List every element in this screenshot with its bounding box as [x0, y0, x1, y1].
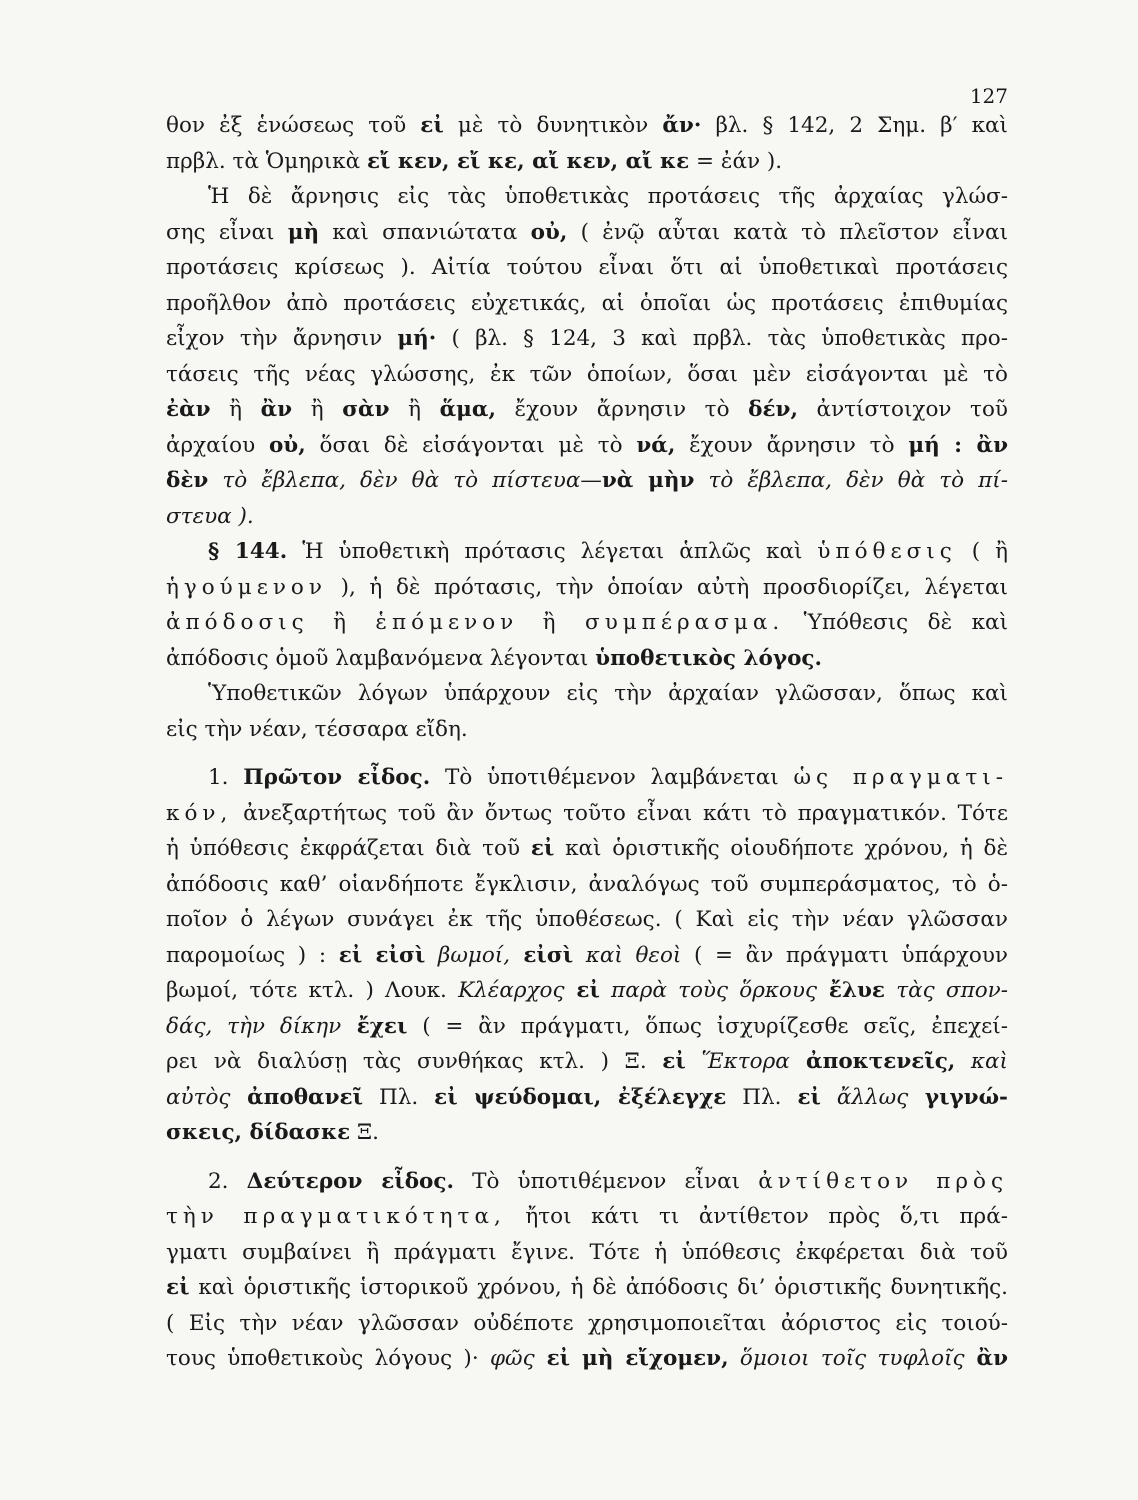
text-line: [166, 973, 1008, 1009]
italic-example: φῶς: [489, 1346, 535, 1371]
spaced-term: ἡγούμενον: [166, 574, 327, 600]
text-line: [166, 108, 1008, 144]
bold-term: οὐ,: [530, 219, 568, 245]
text-line: [166, 357, 1008, 393]
text-run: Τὸ ὑποτιθέμενον λαμβάνεται: [430, 765, 794, 790]
bold-term: γιγνώ-: [908, 1084, 1008, 1110]
text-run: ἢ: [389, 397, 440, 422]
bold-term: εἰ εἰσὶ: [338, 942, 426, 968]
text-run: ποῖον ὁ λέγων συνάγει ἐκ τῆς ὑποθέσεως. ( Καὶ εἰς τὴν νέαν γλῶσσαν: [166, 907, 1008, 932]
text-run: θον ἐξ ἑνώσεως τοῦ: [166, 113, 421, 138]
text-line: [166, 499, 1008, 535]
text-line: [166, 831, 1008, 867]
text-run: ( = ἂν πράγματι ὑπάρχουν: [681, 942, 1009, 968]
bold-term: ἔχει: [341, 1013, 408, 1039]
italic-example: τὸ ἔβλεπα, δὲν θὰ τὸ πί-: [694, 468, 1008, 493]
italic-example: καὶ θεοὶ: [573, 942, 682, 968]
bold-term: εἰ: [166, 1275, 190, 1300]
bold-term: εἰ: [662, 1049, 686, 1074]
text-run: ἀπόδοσις ὁμοῦ λαμβανόμενα λέγονται: [166, 645, 596, 671]
bold-term: οὐ,: [268, 432, 306, 458]
text-run: βωμοί, τότε κτλ. ) Λουκ.: [166, 978, 459, 1003]
text-run: ἔχουν ἄρνησιν τὸ: [495, 397, 749, 422]
text-line: [166, 1341, 1008, 1377]
text-run: Ξ.: [350, 1120, 379, 1145]
text-line: [166, 605, 1008, 641]
text-line: [166, 1044, 1008, 1080]
body-text: [166, 108, 1008, 1377]
page-number: 127: [969, 84, 1008, 108]
bold-term: νά,: [636, 432, 676, 458]
text-line: [166, 796, 1008, 832]
text-line: [166, 641, 1008, 677]
spaced-term: κόν,: [166, 800, 233, 826]
bold-term: εἰ: [564, 978, 600, 1003]
bold-term: ἂν: [260, 397, 293, 422]
bold-term: Πρῶτον εἶδος.: [243, 765, 431, 790]
text-line: [166, 1235, 1008, 1271]
text-run: ἀρχαίου: [166, 432, 269, 458]
text-line: [166, 321, 1008, 357]
text-run: ἀνεξαρτήτως τοῦ ἂν ὄντως τοῦτο εἶναι κάτι τὸ πραγματικόν. Τότε: [232, 800, 1008, 826]
text-line: [166, 534, 1008, 570]
italic-example: ἄλλως: [820, 1084, 909, 1110]
bold-term: μή : ἂν: [908, 432, 1008, 458]
text-line: [166, 250, 1008, 286]
text-line: [166, 1306, 1008, 1342]
text-run: βλ. § 142, 2 Σημ. β′ καὶ: [701, 113, 1008, 138]
text-line: [166, 1115, 1008, 1151]
text-run: Ὑποθετικῶν λόγων ὑπάρχουν εἰς τὴν ἀρχαίαν γλῶσσαν, ὅπως καὶ: [208, 681, 1008, 706]
text-run: πρβλ. τὰ Ὁμηρικὰ: [166, 148, 367, 174]
italic-example: Κλέαρχος: [458, 978, 565, 1003]
text-run: σης εἶναι: [166, 219, 288, 245]
text-run: 1.: [208, 765, 244, 790]
text-line: [166, 902, 1008, 938]
bold-term: νὰ μὴν: [601, 468, 695, 493]
text-run: ἤτοι κάτι τι ἀντίθετον πρὸς ὅ,τι πρά-: [505, 1204, 1008, 1229]
bold-term: ὑποθετικὸς λόγος.: [595, 645, 822, 671]
text-run: Πλ.: [726, 1084, 798, 1110]
text-run: μὲ τὸ δυνητικὸν: [443, 113, 663, 138]
bold-term: εἰ: [530, 836, 555, 861]
text-run: ὅσαι δὲ εἰσάγονται μὲ τὸ: [305, 432, 637, 458]
spaced-term: τὴν πραγματικότητα,: [166, 1204, 506, 1229]
text-run: ( ἢ: [956, 539, 1009, 564]
text-line: [166, 867, 1008, 903]
bold-term: εἰ ψεύδομαι, ἐξέλεγχε: [434, 1084, 727, 1110]
bold-term: ἄν·: [662, 113, 702, 138]
text-run: γματι συμβαίνει ἢ πράγματι ἔγινε. Τότε ἡ ὑπόθεσις ἐκφέρεται διὰ τοῦ: [166, 1239, 1008, 1265]
bold-term: μὴ: [287, 219, 320, 245]
bold-term: εἰ: [797, 1084, 821, 1110]
text-run: παρομοίως ) :: [166, 942, 339, 968]
bold-term: σκεις, δίδασκε: [166, 1120, 351, 1145]
bold-term: σὰν: [342, 397, 390, 422]
text-run: ἡ ὑπόθεσις ἐκφράζεται διὰ τοῦ: [166, 836, 531, 861]
text-line: [166, 712, 1008, 748]
text-line: [166, 428, 1008, 464]
bold-term: ἅμα,: [439, 397, 496, 422]
text-run: ( Εἰς τὴν νέαν γλῶσσαν οὐδέποτε χρησιμοποιεῖται ἀόριστος εἰς τοιού-: [166, 1310, 1008, 1336]
bold-term: εἰσὶ: [510, 942, 574, 968]
text-line: [166, 392, 1008, 428]
text-run: ἀπόδοσις καθ’ οἱανδήποτε ἔγκλισιν, ἀναλόγως τοῦ συμπεράσματος, τὸ ὁ-: [166, 871, 1008, 897]
bold-term: εἴ κεν, εἴ κε, αἴ κεν, αἴ κε: [366, 148, 690, 174]
bold-term: Δεύτερον εἶδος.: [246, 1168, 454, 1194]
text-run: Ἡ ὑποθετικὴ πρότασις λέγεται ἁπλῶς καὶ: [287, 539, 818, 564]
text-line: [166, 1009, 1008, 1045]
paragraph-gap: [166, 747, 1008, 760]
italic-example: Ἕκτορα: [685, 1049, 790, 1074]
text-line: [166, 144, 1008, 180]
spaced-term: ἀπόδοσις ἢ ἑπόμενον ἢ συμπέρασμα.: [166, 610, 785, 635]
text-run: ), ἡ δὲ πρότασις, τὴν ὁποίαν αὐτὴ προσδιορίζει, λέγεται: [326, 574, 1008, 600]
spaced-term: ὑπόθεσις: [817, 539, 957, 564]
bold-term: μή·: [397, 326, 437, 351]
text-run: ( = ἂν πράγματι, ὅπως ἰσχυρίζεσθε σεῖς, ἐπεχεί-: [407, 1013, 1008, 1039]
bold-term: δὲν: [166, 468, 209, 493]
text-run: καὶ ὁριστικῆς ἱστορικοῦ χρόνου, ἡ δὲ ἀπόδοσις δι’ ὁριστικῆς δυνητικῆς.: [189, 1275, 1008, 1300]
text-line: [166, 1080, 1008, 1116]
text-line: [166, 463, 1008, 499]
italic-example: βωμοί,: [425, 942, 511, 968]
text-run: Πλ.: [362, 1084, 435, 1110]
italic-example: καὶ: [955, 1049, 1008, 1074]
italic-example: στευα ).: [166, 503, 254, 529]
text-line: [166, 286, 1008, 322]
text-run: ( ἐνῷ αὗται κατὰ τὸ πλεῖστον εἶναι: [567, 219, 1008, 245]
text-run: ἀντίστοιχον τοῦ: [797, 397, 1008, 422]
paragraph-gap: [166, 1151, 1008, 1164]
text-line: [166, 1270, 1008, 1306]
italic-example: τὸ ἔβλεπα, δὲν θὰ τὸ πίστευα—: [208, 468, 602, 493]
text-run: ἔχουν ἄρνησιν τὸ: [675, 432, 909, 458]
text-run: προτάσεις κρίσεως ). Αἰτία τούτου εἶναι ὅτι αἱ ὑποθετικαὶ προτάσεις: [166, 255, 1008, 280]
text-line: [166, 179, 1008, 215]
italic-example: τὰς σπον-: [885, 978, 1008, 1003]
text-run: εἶχον τὴν ἄρνησιν: [166, 326, 398, 351]
text-run: = ἐάν ).: [689, 148, 783, 174]
bold-term: ἀποθανεῖ: [230, 1084, 363, 1110]
text-run: ρει νὰ διαλύσῃ τὰς συνθήκας κτλ. ) Ξ.: [166, 1049, 663, 1074]
spaced-term: ὡς πραγματι-: [793, 765, 1008, 790]
italic-example: παρὰ τοὺς ὅρκους: [599, 978, 817, 1003]
text-run: ( βλ. § 124, 3 καὶ πρβλ. τὰς ὑποθετικὰς προ-: [436, 326, 1008, 351]
text-run: τάσεις τῆς νέας γλώσσης, ἐκ τῶν ὁποίων, ὅσαι μὲν εἰσάγονται μὲ τὸ: [166, 361, 1008, 387]
italic-example: δάς, τὴν δίκην: [166, 1013, 342, 1039]
text-run: ἢ: [210, 397, 261, 422]
bold-term: εἰ μὴ εἴχομεν,: [534, 1346, 729, 1371]
text-run: εἰς τὴν νέαν, τέσσαρα εἴδη.: [166, 716, 468, 742]
text-line: [166, 938, 1008, 974]
text-line: [166, 215, 1008, 251]
text-run: ἢ: [292, 397, 343, 422]
bold-term: § 144.: [208, 539, 288, 564]
text-line: [166, 760, 1008, 796]
text-line: [166, 1199, 1008, 1235]
text-run: τους ὑποθετικοὺς λόγους )·: [166, 1346, 490, 1371]
text-run: Ἡ δὲ ἄρνησις εἰς τὰς ὑποθετικὰς προτάσεις τῆς ἀρχαίας γλώσ-: [208, 184, 1008, 209]
text-run: Τὸ ὑποτιθέμενον εἶναι: [453, 1168, 759, 1194]
text-line: [166, 1164, 1008, 1200]
bold-term: ἐὰν: [166, 397, 211, 422]
text-run: προῆλθον ἀπὸ προτάσεις εὐχετικάς, αἱ ὁποῖαι ὡς προτάσεις ἐπιθυμίας: [166, 290, 1008, 316]
bold-term: ἀποκτενεῖς,: [789, 1049, 956, 1074]
text-line: [166, 676, 1008, 712]
text-line: [166, 570, 1008, 606]
text-run: 2.: [208, 1168, 247, 1194]
italic-example: ὅμοιοι τοῖς τυφλοῖς: [728, 1346, 965, 1371]
text-run: καὶ σπανιώτατα: [319, 219, 531, 245]
text-run: Ὑπόθεσις δὲ καὶ: [784, 610, 1008, 635]
bold-term: δέν,: [748, 397, 798, 422]
text-run: καὶ ὁριστικῆς οἱουδήποτε χρόνου, ἡ δὲ: [554, 836, 1008, 861]
spaced-term: ἀντίθετον πρὸς: [758, 1168, 1008, 1194]
bold-term: εἰ: [420, 113, 444, 138]
bold-term: ἔλυε: [817, 978, 886, 1003]
bold-term: ἂν: [964, 1346, 1008, 1371]
italic-example: αὐτὸς: [166, 1084, 231, 1110]
